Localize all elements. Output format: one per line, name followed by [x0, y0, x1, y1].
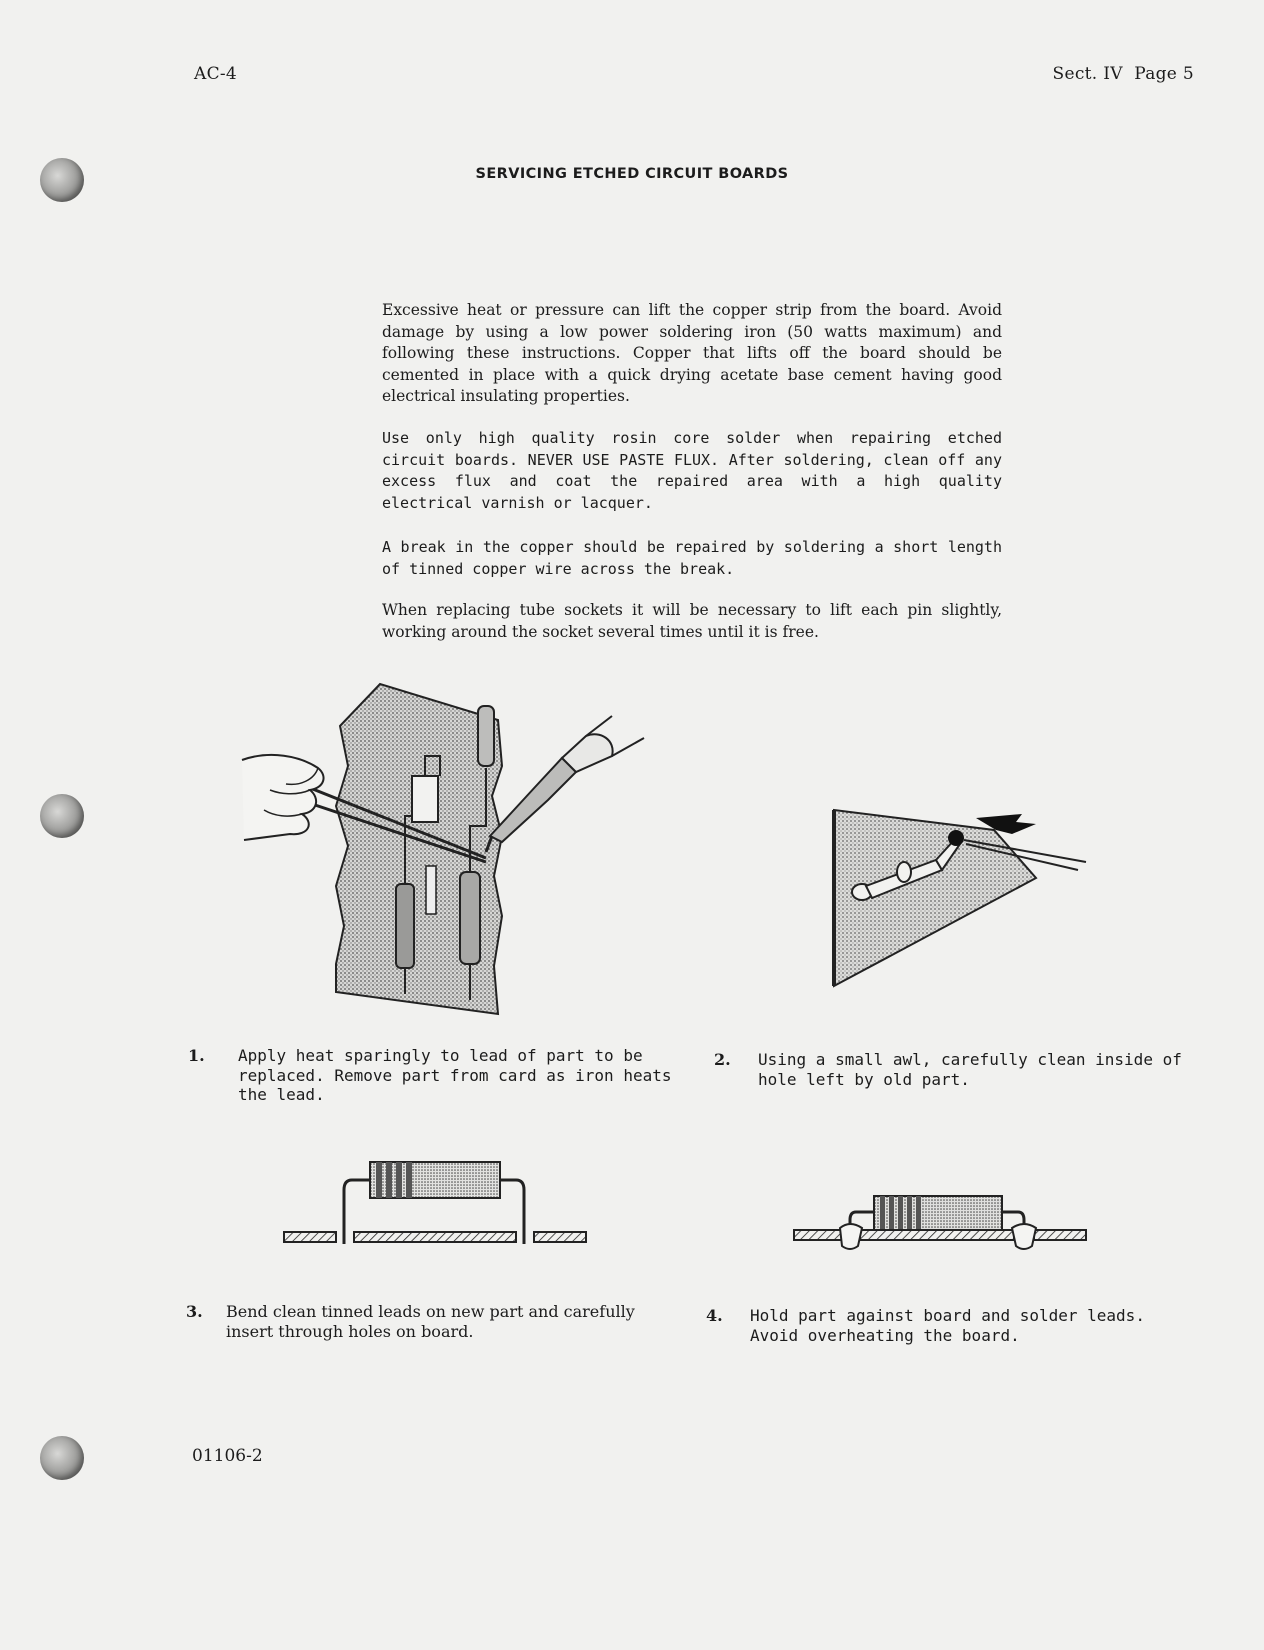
footer-doc-number: 01106-2 [192, 1446, 263, 1466]
step-1-number: 1. [188, 1046, 205, 1065]
step-1-text: Apply heat sparingly to lead of part to be replaced. Remove part from card as iron heats the lead. [238, 1046, 672, 1104]
paragraph-heat-warning: Excessive heat or pressure can lift the copper strip from the board. Avoid damage by using a low power soldering iron (50 watts maximum) and following these instructions. Copper that lifts off the board should be cemented in place with a quick drying acetate base cement having good electrical insulating properties. [382, 301, 1002, 405]
figure-remove-part [240, 676, 660, 1032]
step-3-number: 3. [186, 1302, 203, 1321]
step-4-text: Hold part against board and solder leads. Avoid overheating the board. [750, 1306, 1145, 1345]
paragraph-copper-break: A break in the copper should be repaired by soldering a short length of tinned copper wire across the break. [382, 538, 1002, 578]
binder-hole-bottom [40, 1436, 84, 1480]
binder-hole-middle [40, 794, 84, 838]
figure-insert-part [280, 1160, 590, 1250]
figure-solder-part [790, 1190, 1090, 1266]
step-3-text: Bend clean tinned leads on new part and carefully insert through holes on board. [226, 1302, 635, 1341]
paragraph-tube-sockets: When replacing tube sockets it will be necessary to lift each pin slightly, working around the socket several times until it is free. [382, 601, 1002, 641]
paragraph-solder-instructions: Use only high quality rosin core solder when repairing etched circuit boards. NEVER USE PASTE FLUX. After soldering, clean off any excess flux and coat the repaired area with a high quality electrical varnish or lacquer. [382, 429, 1002, 512]
step-4-number: 4. [706, 1306, 723, 1325]
step-2-number: 2. [714, 1050, 731, 1069]
step-2-text: Using a small awl, carefully clean inside of hole left by old part. [758, 1050, 1182, 1089]
figure-clean-hole [826, 800, 1106, 990]
header-doc-code: AC-4 [194, 64, 238, 84]
header-section-page: Sect. IV Page 5 [1052, 64, 1194, 84]
page-title: SERVICING ETCHED CIRCUIT BOARDS [475, 166, 789, 182]
